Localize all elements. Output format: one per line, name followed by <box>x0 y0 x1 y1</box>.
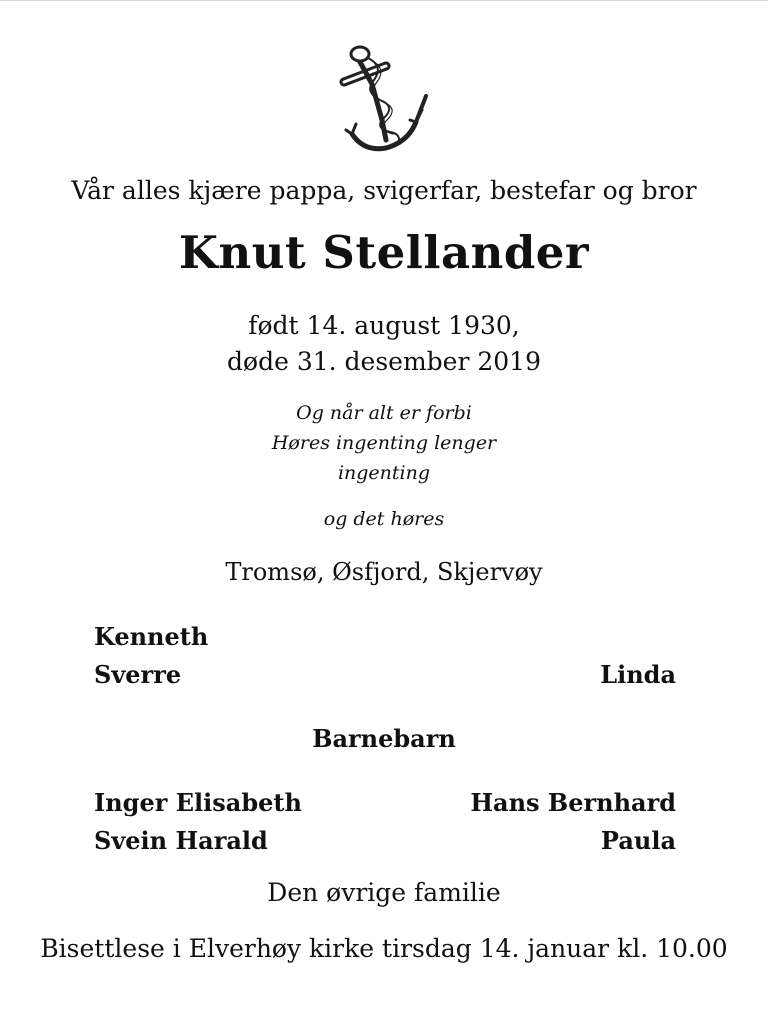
grandchildren-label: Barnebarn <box>312 724 456 753</box>
mourner-name: Sverre <box>94 660 182 689</box>
other-family-text: Den øvrige familie <box>267 878 501 907</box>
grandchild-name: Hans Bernhard <box>470 788 676 817</box>
grandchild-name: Paula <box>600 826 676 855</box>
places-text: Tromsø, Øsfjord, Skjervøy <box>225 558 543 586</box>
poem-line: Og når alt er forbi <box>296 402 472 424</box>
grandchild-name: Inger Elisabeth <box>94 788 302 817</box>
poem-line: ingenting <box>337 462 431 484</box>
poem-line: og det høres <box>323 508 445 530</box>
birth-date: født 14. august 1930, <box>248 311 520 340</box>
funeral-info: Bisettlese i Elverhøy kirke tirsdag 14. januar kl. 10.00 <box>40 934 728 963</box>
anchor-icon <box>338 44 434 164</box>
poem-verse <box>0 398 768 488</box>
mourner-name: Linda <box>600 660 676 689</box>
mourner-name: Kenneth <box>94 622 209 651</box>
intro-text: Vår alles kjære pappa, svigerfar, bestefar og bror <box>71 176 697 205</box>
top-rule <box>0 0 768 1</box>
dates-block <box>0 308 768 380</box>
death-date: døde 31. desember 2019 <box>227 347 541 376</box>
grandchild-name: Svein Harald <box>94 826 268 855</box>
poem-line: Høres ingenting lenger <box>271 432 497 454</box>
deceased-name: Knut Stellander <box>178 226 590 279</box>
